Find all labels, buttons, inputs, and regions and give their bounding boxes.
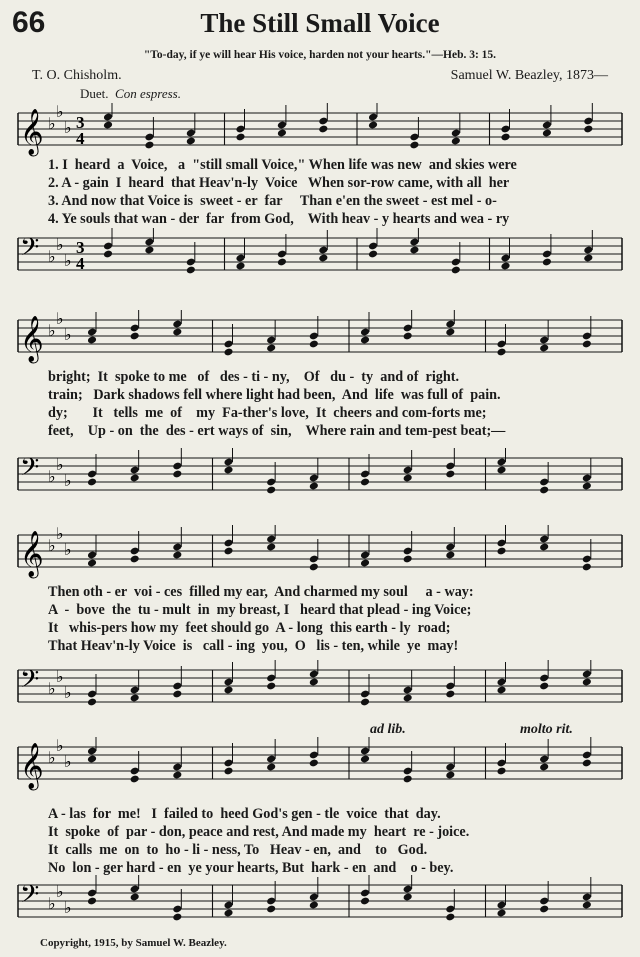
- flat-icon: ♭: [64, 898, 72, 917]
- lyrics-system-1: [48, 156, 618, 228]
- note-head-icon: [582, 340, 592, 349]
- note-head-icon: [266, 486, 276, 495]
- flat-icon: ♭: [64, 752, 72, 771]
- note-head-icon: [223, 466, 233, 475]
- note-head-icon: [235, 133, 245, 142]
- note-head-icon: [582, 482, 592, 491]
- scripture-epigraph: "To-day, if ye will hear His voice, harden not your hearts."—Heb. 3: 15.: [143, 49, 497, 61]
- bass-clef-icon: 𝄢: [20, 880, 40, 915]
- note-head-icon: [496, 767, 506, 776]
- note-head-icon: [582, 901, 592, 910]
- note-head-icon: [539, 905, 549, 914]
- composer: Samuel W. Beazley, 1873—: [450, 68, 608, 83]
- flat-icon: ♭: [56, 103, 64, 121]
- note-head-icon: [496, 547, 506, 556]
- note-head-icon: [539, 344, 549, 353]
- flat-icon: ♭: [64, 540, 72, 559]
- note-head-icon: [266, 543, 276, 552]
- note-head-icon: [445, 551, 455, 560]
- verse-1-line: 1. I heard a Voice, a "still small Voice," When life was new and skies were: [48, 157, 517, 173]
- note-head-icon: [144, 246, 154, 255]
- verse-2-line: It spoke of par - don, peace and rest, And made my heart re - joice.: [48, 824, 470, 840]
- note-head-icon: [318, 125, 328, 134]
- note-head-icon: [223, 547, 233, 556]
- note-head-icon: [309, 563, 319, 572]
- verse-3-line: 3. And now that Voice is sweet - er far Than e'en the sweet - est mel - o-: [48, 193, 497, 209]
- note-head-icon: [309, 482, 319, 491]
- time-signature-bottom: 4: [76, 254, 85, 273]
- note-head-icon: [223, 686, 233, 695]
- lyrics-system-4: [48, 805, 618, 877]
- note-head-icon: [223, 909, 233, 918]
- treble-staff-3: [0, 525, 640, 585]
- note-head-icon: [403, 332, 413, 341]
- ad-lib-marking: ad lib.: [370, 722, 406, 737]
- note-head-icon: [87, 336, 97, 345]
- flat-icon: ♭: [48, 247, 56, 266]
- note-head-icon: [186, 137, 196, 146]
- verse-3-line: It calls me on to ho - li - ness, To Heav - en, and to God.: [48, 842, 428, 858]
- note-head-icon: [403, 893, 413, 902]
- note-head-icon: [87, 897, 97, 906]
- hymn-number: 66: [12, 6, 46, 39]
- note-head-icon: [583, 254, 593, 263]
- treble-clef-icon: 𝄞: [20, 316, 44, 362]
- note-head-icon: [496, 686, 506, 695]
- verse-1-line: A - las for me! I failed to heed God's gen - tle voice that day.: [48, 806, 441, 822]
- note-head-icon: [277, 129, 287, 138]
- flat-icon: ♭: [48, 894, 56, 913]
- note-head-icon: [445, 771, 455, 780]
- note-head-icon: [144, 141, 154, 150]
- note-head-icon: [583, 125, 593, 134]
- tempo-mark: Con espress.: [115, 86, 181, 101]
- treble-clef-icon: 𝄞: [20, 109, 44, 155]
- note-head-icon: [266, 905, 276, 914]
- note-head-icon: [445, 913, 455, 922]
- flat-icon: ♭: [64, 471, 72, 490]
- note-head-icon: [496, 909, 506, 918]
- flat-icon: ♭: [48, 321, 56, 340]
- flat-icon: ♭: [64, 118, 72, 137]
- note-head-icon: [235, 262, 245, 271]
- note-head-icon: [500, 262, 510, 271]
- note-head-icon: [223, 767, 233, 776]
- note-head-icon: [500, 133, 510, 142]
- note-head-icon: [130, 893, 140, 902]
- note-head-icon: [309, 901, 319, 910]
- treble-staff-2: [0, 310, 640, 370]
- verse-4-line: That Heav'n-ly Voice is call - ing you, O lis - ten, while ye may!: [48, 638, 459, 654]
- note-head-icon: [103, 250, 113, 259]
- note-head-icon: [496, 348, 506, 357]
- note-head-icon: [172, 328, 182, 337]
- note-head-icon: [542, 129, 552, 138]
- verse-2-line: A - bove the tu - mult in my breast, I heard that plead - ing Voice;: [48, 602, 472, 618]
- time-signature-top: 3: [76, 113, 85, 132]
- bass-staff-1: [0, 228, 640, 288]
- flat-icon: ♭: [48, 748, 56, 767]
- verse-1-line: bright; It spoke to me of des - ti - ny, Of du - ty and of right.: [48, 369, 460, 385]
- note-head-icon: [360, 336, 370, 345]
- note-head-icon: [223, 348, 233, 357]
- verse-4-line: feet, Up - on the des - ert ways of sin, Where rain and tem-pest beat;—: [48, 423, 506, 439]
- note-head-icon: [309, 678, 319, 687]
- note-head-icon: [172, 551, 182, 560]
- hymn-title: The Still Small Voice: [200, 8, 440, 38]
- note-head-icon: [403, 775, 413, 784]
- note-head-icon: [87, 559, 97, 568]
- flat-icon: ♭: [48, 536, 56, 555]
- flat-icon: ♭: [64, 325, 72, 344]
- molto-rit-marking: molto rit.: [520, 722, 573, 737]
- note-head-icon: [172, 690, 182, 699]
- note-head-icon: [368, 121, 378, 130]
- bass-staff-3: [0, 660, 640, 720]
- note-head-icon: [360, 559, 370, 568]
- note-head-icon: [360, 755, 370, 764]
- verse-3-line: dy; It tells me of my Fa-ther's love, It cheers and com-forts me;: [48, 405, 487, 421]
- note-head-icon: [87, 755, 97, 764]
- note-head-icon: [451, 137, 461, 146]
- note-head-icon: [87, 478, 97, 487]
- time-signature-top: 3: [76, 238, 85, 257]
- note-head-icon: [309, 759, 319, 768]
- note-head-icon: [409, 141, 419, 150]
- note-head-icon: [403, 474, 413, 483]
- note-head-icon: [360, 698, 370, 707]
- lyricist: T. O. Chisholm.: [32, 68, 122, 83]
- note-head-icon: [539, 763, 549, 772]
- note-head-icon: [130, 694, 140, 703]
- note-head-icon: [539, 486, 549, 495]
- note-head-icon: [368, 250, 378, 259]
- note-head-icon: [266, 682, 276, 691]
- verse-3-line: It whis-pers how my feet should go A - long this earth - ly road;: [48, 620, 451, 636]
- tempo-indication: [80, 86, 181, 102]
- bass-clef-icon: 𝄢: [20, 233, 40, 268]
- note-head-icon: [496, 466, 506, 475]
- note-head-icon: [130, 332, 140, 341]
- flat-icon: ♭: [64, 251, 72, 270]
- flat-icon: ♭: [56, 455, 64, 474]
- note-head-icon: [266, 344, 276, 353]
- note-head-icon: [130, 775, 140, 784]
- note-head-icon: [403, 694, 413, 703]
- lyrics-system-3: [48, 583, 618, 655]
- bass-clef-icon: 𝄢: [20, 665, 40, 700]
- bass-staff-2: [0, 448, 640, 508]
- treble-clef-icon: 𝄞: [20, 531, 44, 577]
- note-head-icon: [360, 897, 370, 906]
- verse-4-line: 4. Ye souls that wan - der far from God, With heav - y hearts and wea - ry: [48, 211, 510, 227]
- note-head-icon: [539, 543, 549, 552]
- verse-2-line: 2. A - gain I heard that Heav'n-ly Voice When sor-row came, with all her: [48, 175, 510, 191]
- note-head-icon: [403, 555, 413, 564]
- lyrics-system-2: [48, 368, 618, 440]
- note-head-icon: [172, 913, 182, 922]
- note-head-icon: [309, 340, 319, 349]
- treble-staff-4: [0, 737, 640, 797]
- note-head-icon: [360, 478, 370, 487]
- flat-icon: ♭: [48, 114, 56, 133]
- flat-icon: ♭: [56, 235, 64, 254]
- bass-clef-icon: 𝄢: [20, 453, 40, 488]
- note-head-icon: [172, 470, 182, 479]
- note-head-icon: [582, 563, 592, 572]
- note-head-icon: [130, 474, 140, 483]
- note-head-icon: [539, 682, 549, 691]
- verse-4-line: No lon - ger hard - en ye your hearts, But hark - en and o - bey.: [48, 860, 454, 876]
- note-head-icon: [318, 254, 328, 263]
- note-head-icon: [186, 266, 196, 275]
- note-head-icon: [445, 690, 455, 699]
- flat-icon: ♭: [64, 683, 72, 702]
- note-head-icon: [103, 121, 113, 130]
- tempo-label: Duet.: [80, 86, 109, 101]
- verse-2-line: train; Dark shadows fell where light had been, And life was full of pain.: [48, 387, 501, 403]
- note-head-icon: [130, 555, 140, 564]
- flat-icon: ♭: [56, 667, 64, 686]
- note-head-icon: [451, 266, 461, 275]
- note-head-icon: [87, 698, 97, 707]
- note-head-icon: [542, 258, 552, 267]
- note-head-icon: [266, 763, 276, 772]
- flat-icon: ♭: [56, 882, 64, 901]
- copyright-notice: Copyright, 1915, by Samuel W. Beazley.: [40, 937, 227, 949]
- note-head-icon: [445, 470, 455, 479]
- flat-icon: ♭: [56, 310, 64, 328]
- bass-staff-4: [0, 875, 640, 935]
- note-head-icon: [582, 678, 592, 687]
- note-head-icon: [172, 771, 182, 780]
- note-head-icon: [409, 246, 419, 255]
- flat-icon: ♭: [56, 737, 64, 755]
- flat-icon: ♭: [56, 525, 64, 543]
- treble-clef-icon: 𝄞: [20, 743, 44, 789]
- note-head-icon: [277, 258, 287, 267]
- note-head-icon: [582, 759, 592, 768]
- time-signature-bottom: 4: [76, 129, 85, 148]
- note-head-icon: [445, 328, 455, 337]
- flat-icon: ♭: [48, 679, 56, 698]
- treble-staff-1: [0, 103, 640, 163]
- flat-icon: ♭: [48, 467, 56, 486]
- verse-1-line: Then oth - er voi - ces filled my ear, And charmed my soul a - way:: [48, 584, 474, 600]
